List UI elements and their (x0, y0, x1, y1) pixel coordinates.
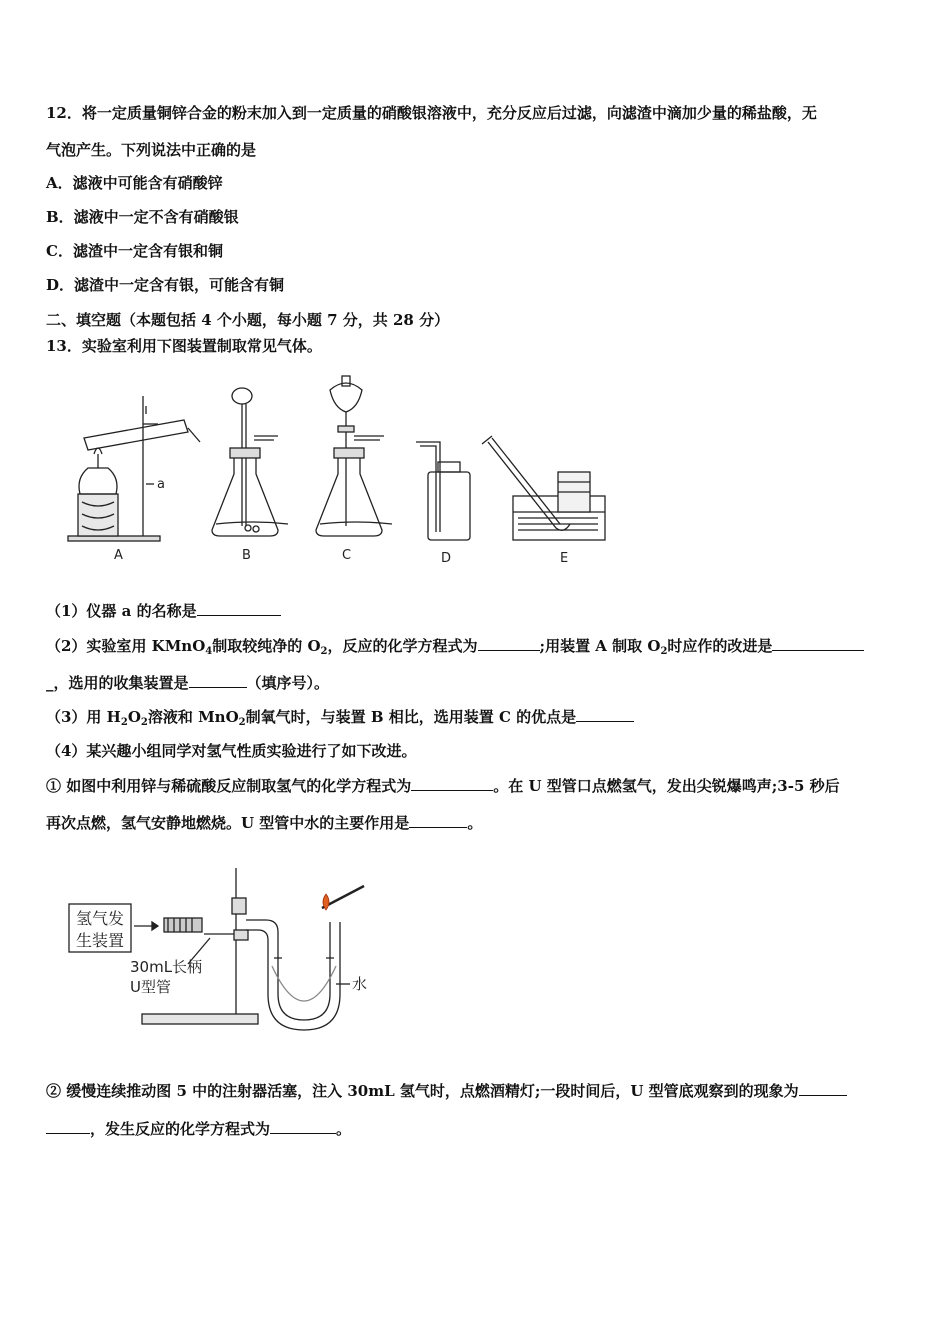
q13-part4: （4）某兴趣小组同学对氢气性质实验进行了如下改进。 (46, 742, 417, 760)
q12-stem-line1: 12．将一定质量铜锌合金的粉末加入到一定质量的硝酸银溶液中，充分反应后过滤，向滤渣中滴加少量的稀盐酸，无 (46, 104, 817, 122)
label-A: A (114, 548, 123, 563)
q13-circle1-line2: 再次点燃，氢气安静地燃烧。U 型管中水的主要作用是 。 (46, 814, 483, 832)
section-title: 二、填空题（本题包括 4 个小题，每小题 7 分，共 28 分） (46, 311, 450, 329)
q12-option-c: C．滤渣中一定含有银和铜 (46, 242, 223, 260)
blank-observation-cont[interactable] (46, 1119, 90, 1134)
blank-zinc-equation[interactable] (411, 776, 493, 791)
apparatus-figure (58, 366, 628, 572)
q12-stem-line2: 气泡产生。下列说法中正确的是 (46, 141, 257, 159)
q13-circle2-line2: ，发生反应的化学方程式为 。 (46, 1119, 351, 1139)
q13-part1: （1）仪器 a 的名称是 (46, 601, 281, 621)
q13-stem: 13．实验室利用下图装置制取常见气体。 (46, 337, 322, 355)
blank-advantage[interactable] (576, 707, 634, 722)
blank-instrument-name[interactable] (197, 601, 281, 616)
u-tube-figure (64, 858, 384, 1038)
blank-reaction-equation[interactable] (270, 1119, 336, 1134)
label-D: D (441, 551, 452, 566)
generator-box-line2: 生装置 (75, 931, 125, 950)
label-a: a (157, 477, 165, 492)
q12-option-a: A．滤液中可能含有硝酸锌 (46, 174, 223, 192)
water-label: 水 (352, 975, 368, 993)
blank-water-role[interactable] (409, 813, 467, 828)
label-B: B (242, 548, 251, 563)
q13-circle1-line1: ① 如图中利用锌与稀硫酸反应制取氢气的化学方程式为 。在 U 型管口点燃氢气，发出尖锐爆鸣声;3-5 秒后 (46, 777, 840, 795)
q13-part2-line2: _，选用的收集装置是 （填序号）。 (46, 674, 330, 692)
label-C: C (342, 548, 352, 563)
label-E: E (560, 551, 569, 566)
tube-label-line1: 30mL长柄 (130, 958, 203, 976)
blank-improvement[interactable] (772, 636, 864, 651)
q13-part3: （3）用 $H_2O_2$溶液和 MnO$_2$制氧气时，与装置 B 相比，选用装置 C 的优点是 (46, 707, 634, 733)
q13-circle2-line1: ② 缓慢连续推动图 5 中的注射器活塞，注入 30mL 氢气时，点燃酒精灯;一段时间后，U 型管底观察到的现象为 (46, 1081, 847, 1101)
blank-equation-kmno4[interactable] (478, 636, 540, 651)
q12-option-b: B．滤液中一定不含有硝酸银 (46, 208, 239, 226)
generator-box-line1: 氢气发 (75, 909, 125, 928)
q13-part2-line1: （2）实验室用 KMnO$_4$制取较纯净的 $O_2$，反应的化学方程式为 ;用装置 A 制取 $O_2$时应作的改进是 (46, 636, 864, 662)
blank-collection-device[interactable] (189, 673, 247, 688)
tube-label-line2: U型管 (130, 978, 171, 996)
q12-option-d: D．滤渣中一定含有银，可能含有铜 (46, 276, 285, 294)
blank-observation[interactable] (799, 1081, 847, 1096)
